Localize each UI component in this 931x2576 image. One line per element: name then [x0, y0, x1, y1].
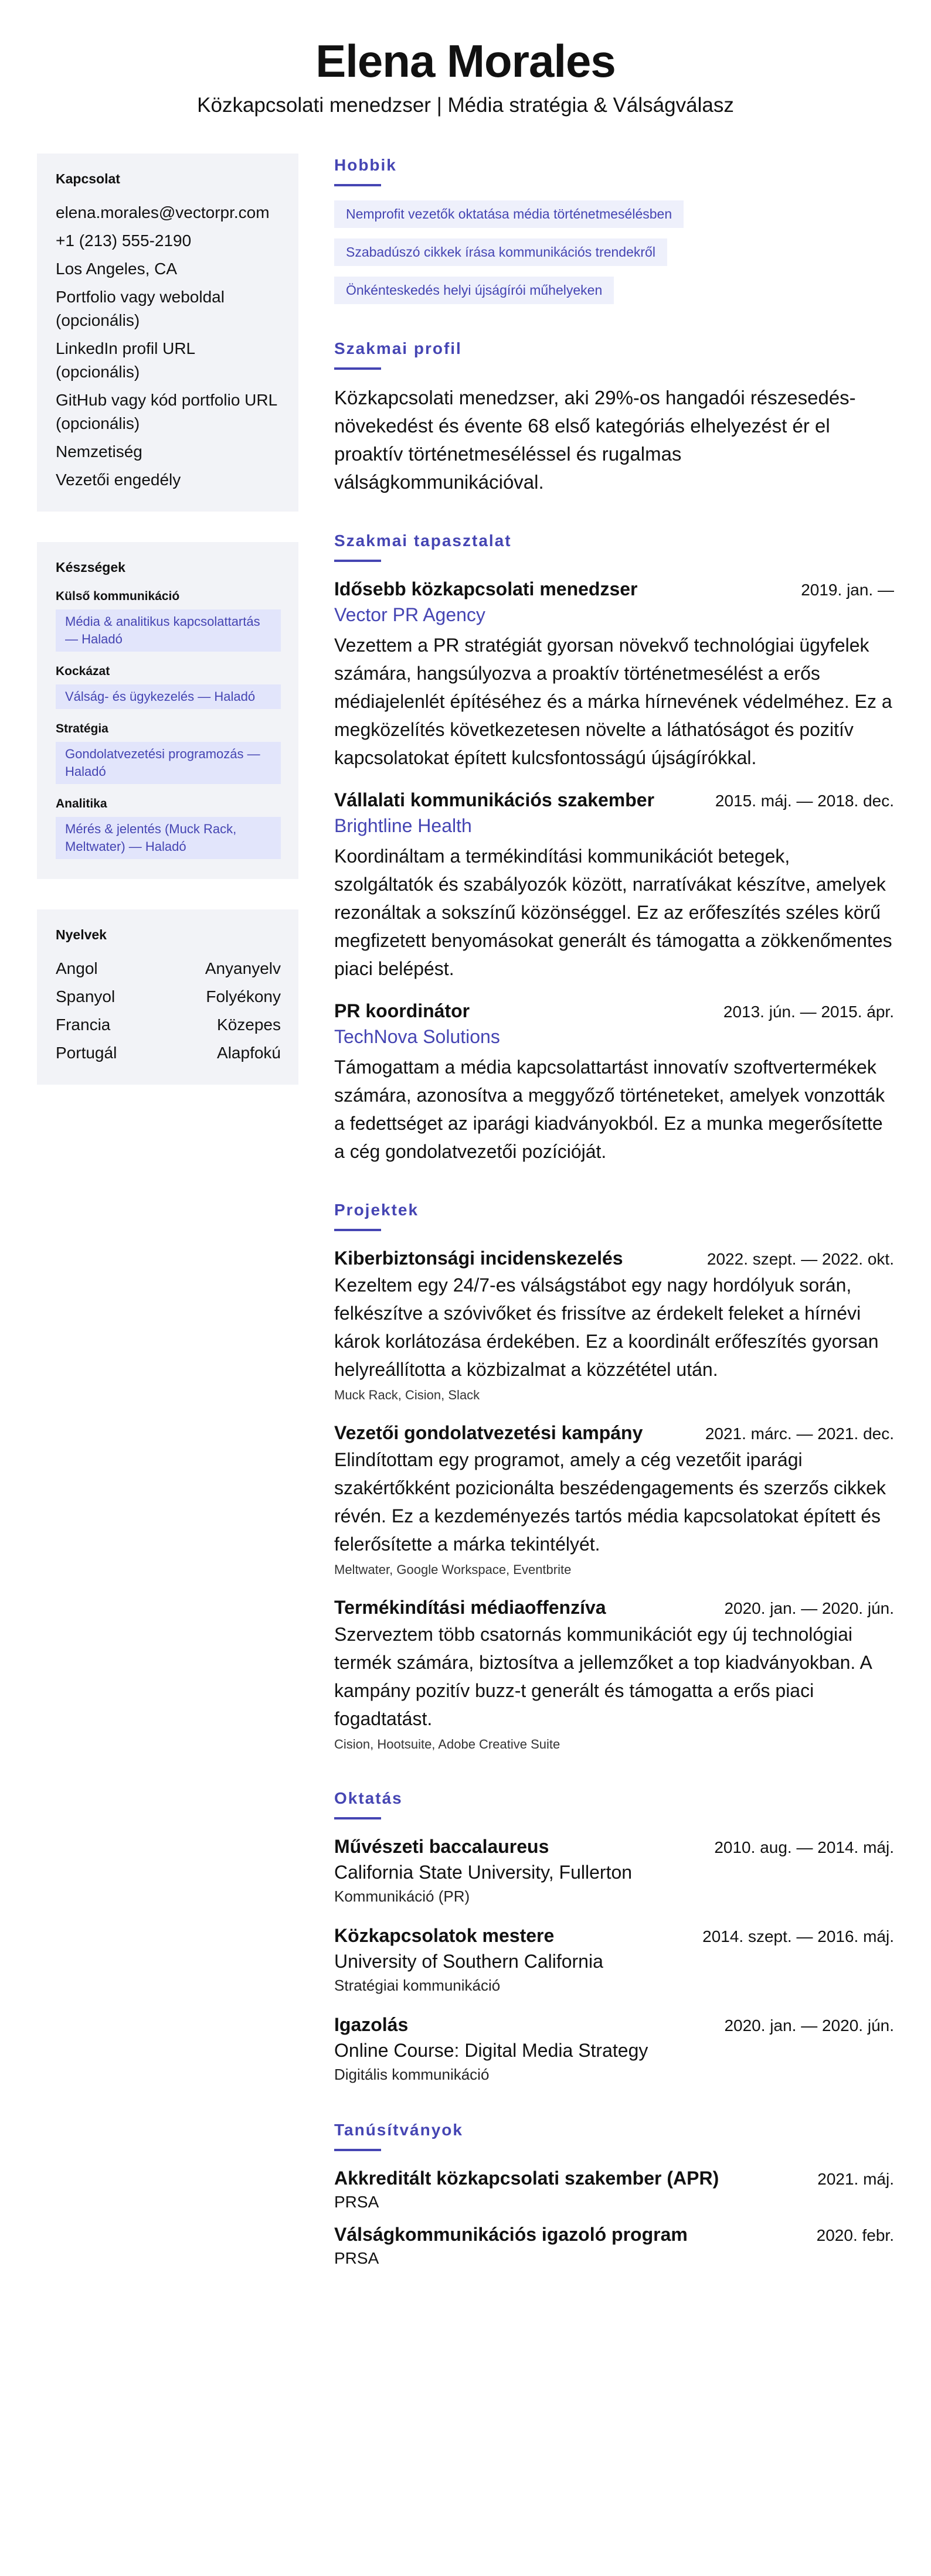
contact-title: Kapcsolat	[56, 171, 120, 186]
skill-chip: Válság- és ügykezelés — Haladó	[56, 684, 281, 709]
main-content	[334, 154, 894, 2302]
language-row	[56, 1041, 281, 1065]
project-title: Vezetői gondolatvezetési kampány	[334, 1422, 643, 1443]
project-description: Kezeltem egy 24/7-es válságstábot egy nagy hordólyuk során, felkészítve a szóvivőket és frissítve az érdekelt feleket a hírnévi károk korlátozása érdekében. Ez a koordinált erőfeszítés gyorsan helyreállította a közbizalmat a közzététel után.	[334, 1275, 879, 1380]
headline: Közkapcsolati menedzser | Média stratégia & Válságválasz	[197, 94, 734, 117]
certification-entry	[334, 2221, 894, 2270]
skill-group	[56, 590, 281, 652]
skills-panel	[37, 542, 298, 879]
field-of-study: Kommunikáció (PR)	[334, 1887, 470, 1905]
project-tools: Meltwater, Google Workspace, Eventbrite	[334, 1562, 572, 1577]
section-rule	[334, 1229, 381, 1231]
project-entry	[334, 1420, 894, 1579]
project-date: 2020. jan. — 2020. jún.	[724, 1599, 894, 1617]
job-description: Koordináltam a termékindítási kommunikációt betegek, szolgáltatók és szabályozók között, narratívákat készítve, amelyek rezonáltak a sokszínű közönséggel. Ez az erőfeszítés széles körű megfizetett benyomásokat generált és támogatta a zökkenőmentes piaci belépést.	[334, 846, 892, 979]
job-title: Idősebb közkapcsolati menedzser	[334, 578, 638, 599]
company-name: TechNova Solutions	[334, 1026, 500, 1047]
experience-entry	[334, 998, 894, 1166]
skill-chip: Mérés & jelentés (Muck Rack, Meltwater) — Haladó	[56, 817, 281, 859]
contact-nationality: Nemzetiség	[56, 442, 142, 461]
education-section	[334, 1787, 894, 2086]
language-row	[56, 985, 281, 1008]
hobby-tag: Szabadúszó cikkek írása kommunikációs trendekről	[334, 238, 667, 266]
project-title: Kiberbiztonsági incidenskezelés	[334, 1248, 623, 1269]
job-date: 2019. jan. —	[801, 581, 894, 599]
project-date: 2021. márc. — 2021. dec.	[705, 1425, 894, 1443]
language-level: Anyanyelv	[205, 959, 281, 977]
language-name: Francia	[56, 1016, 111, 1034]
projects-section	[334, 1198, 894, 1754]
person-name: Elena Morales	[315, 35, 616, 87]
languages-panel	[37, 909, 298, 1085]
contact-linkedin: LinkedIn profil URL (opcionális)	[56, 339, 195, 381]
hobby-tag: Nemprofit vezetők oktatása média történetmesélésben	[334, 200, 684, 228]
education-date: 2020. jan. — 2020. jún.	[724, 2016, 894, 2035]
languages-title: Nyelvek	[56, 927, 107, 942]
school-name: University of Southern California	[334, 1951, 603, 1972]
education-entry	[334, 2012, 894, 2086]
company-name: Brightline Health	[334, 815, 472, 836]
degree-title: Igazolás	[334, 2014, 409, 2035]
project-entry	[334, 1245, 894, 1405]
school-name: Online Course: Digital Media Strategy	[334, 2040, 648, 2061]
section-title: Hobbik	[334, 156, 397, 174]
section-title: Tanúsítványok	[334, 2121, 463, 2139]
language-name: Angol	[56, 959, 98, 977]
profile-text: Közkapcsolati menedzser, aki 29%-os hangadói részesedés-növekedést és évente 68 első kategóriás elhelyezést ér el proaktív történetmeséléssel és rugalmas válságkommunikációval.	[334, 387, 856, 493]
certification-title: Akkreditált közkapcsolati szakember (APR)	[334, 2168, 719, 2189]
certification-date: 2021. máj.	[817, 2170, 894, 2188]
resume-header	[0, 0, 931, 117]
education-entry	[334, 1923, 894, 1996]
certification-entry	[334, 2165, 894, 2213]
language-level: Alapfokú	[217, 1044, 281, 1062]
job-date: 2013. jún. — 2015. ápr.	[723, 1003, 894, 1021]
project-date: 2022. szept. — 2022. okt.	[706, 1250, 894, 1268]
company-name: Vector PR Agency	[334, 604, 485, 625]
project-description: Elindítottam egy programot, amely a cég vezetőit iparági szakértőkként pozicionálta beszédengagements és szerzős cikkek révén. Ez a kezdeményezés tartós média kapcsolatokat épített és felerősítette a márka tekintélyét.	[334, 1449, 886, 1555]
skill-group	[56, 722, 281, 784]
project-title: Termékindítási médiaoffenzíva	[334, 1597, 606, 1618]
job-date: 2015. máj. — 2018. dec.	[715, 792, 894, 810]
project-tools: Cision, Hootsuite, Adobe Creative Suite	[334, 1737, 560, 1752]
job-description: Támogattam a média kapcsolattartást innovatív szoftvertermékek számára, azonosítva a meggyőző történeteket, amelyek vonzották a fedettséget az iparági kiadványokból. Ez a munka megerősítette a cég gondolatvezetői pozícióját.	[334, 1057, 885, 1162]
certifications-section	[334, 2118, 894, 2270]
education-entry	[334, 1834, 894, 1907]
skill-group	[56, 665, 281, 709]
profile-section	[334, 337, 894, 496]
field-of-study: Stratégiai kommunikáció	[334, 1977, 501, 1994]
experience-entry	[334, 787, 894, 983]
language-level: Közepes	[217, 1016, 281, 1034]
section-rule	[334, 367, 381, 370]
contact-phone[interactable]: +1 (213) 555-2190	[56, 231, 192, 250]
contact-portfolio: Portfolio vagy weboldal (opcionális)	[56, 288, 225, 329]
contact-github: GitHub vagy kód portfolio URL (opcionális)	[56, 391, 277, 432]
skill-category: Stratégia	[56, 722, 108, 735]
section-rule	[334, 1817, 381, 1819]
section-title: Szakmai profil	[334, 339, 462, 357]
education-date: 2014. szept. — 2016. máj.	[702, 1927, 894, 1945]
language-row	[56, 1013, 281, 1037]
contact-email[interactable]: elena.morales@vectorpr.com	[56, 203, 270, 222]
experience-entry	[334, 576, 894, 772]
skill-category: Analitika	[56, 797, 107, 810]
degree-title: Közkapcsolatok mestere	[334, 1925, 555, 1946]
section-title: Szakmai tapasztalat	[334, 531, 512, 550]
education-date: 2010. aug. — 2014. máj.	[714, 1838, 894, 1856]
skill-group	[56, 797, 281, 859]
contact-license: Vezetői engedély	[56, 471, 181, 489]
language-name: Portugál	[56, 1044, 117, 1062]
contact-location: Los Angeles, CA	[56, 260, 178, 278]
section-rule	[334, 560, 381, 562]
skill-category: Külső kommunikáció	[56, 590, 180, 603]
degree-title: Művészeti baccalaureus	[334, 1836, 549, 1857]
job-description: Vezettem a PR stratégiát gyorsan növekvő technológiai ügyfelek számára, hangsúlyozva a proaktív történetmesélést a erős médiajelenlét építéséhez és a márka hírnevének védelméhez. Ez a megközelítés következetesen növelte a láthatóságot és pozitív kapcsolatokat épített kulcsfontosságú újságírókkal.	[334, 635, 892, 768]
sidebar	[37, 154, 298, 1115]
section-title: Oktatás	[334, 1789, 403, 1807]
section-rule	[334, 2149, 381, 2151]
field-of-study: Digitális kommunikáció	[334, 2066, 490, 2083]
certification-title: Válságkommunikációs igazoló program	[334, 2224, 688, 2245]
skill-chip: Gondolatvezetési programozás — Haladó	[56, 742, 281, 784]
job-title: PR koordinátor	[334, 1000, 470, 1021]
certification-issuer: PRSA	[334, 2249, 379, 2267]
section-rule	[334, 184, 381, 186]
project-description: Szerveztem több csatornás kommunikációt egy új technológiai termék számára, biztosítva a jellemzőket a top kiadványokban. A kampány pozitív buzz-t generált és támogatta a erős piaci fogadtatást.	[334, 1624, 872, 1729]
experience-section	[334, 529, 894, 1166]
project-tools: Muck Rack, Cision, Slack	[334, 1388, 480, 1402]
hobby-tag: Önkénteskedés helyi újságírói műhelyeken	[334, 277, 614, 304]
language-level: Folyékony	[206, 987, 281, 1006]
job-title: Vállalati kommunikációs szakember	[334, 789, 655, 810]
certification-date: 2020. febr.	[816, 2226, 894, 2244]
project-entry	[334, 1594, 894, 1754]
language-row	[56, 957, 281, 980]
contact-panel	[37, 154, 298, 512]
hobbies-section	[334, 154, 894, 304]
skills-title: Készségek	[56, 560, 125, 575]
skill-chip: Média & analitikus kapcsolattartás — Haladó	[56, 609, 281, 652]
section-title: Projektek	[334, 1201, 419, 1219]
school-name: California State University, Fullerton	[334, 1862, 633, 1883]
skill-category: Kockázat	[56, 665, 110, 678]
language-name: Spanyol	[56, 987, 115, 1006]
certification-issuer: PRSA	[334, 2193, 379, 2211]
